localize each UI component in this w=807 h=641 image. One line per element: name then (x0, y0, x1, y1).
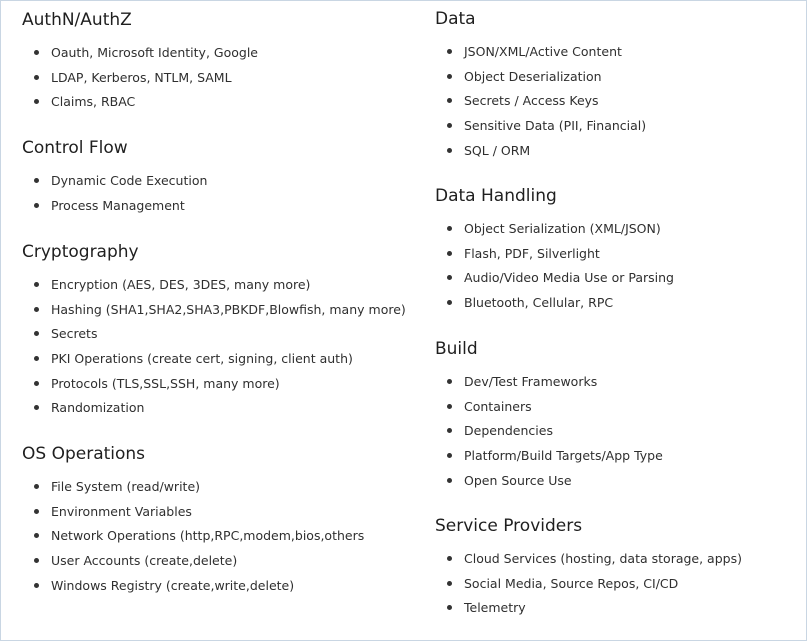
list-item-text: PKI Operations (create cert, signing, client auth) (51, 351, 353, 367)
list-item-text: Sensitive Data (PII, Financial) (464, 118, 647, 134)
list-item-text: Open Source Use (464, 472, 572, 488)
list-item (22, 197, 412, 222)
list-item-text: Bluetooth, Cellular, RPC (464, 295, 614, 311)
bullet-icon (34, 282, 39, 287)
section-list (22, 276, 412, 424)
list-item (22, 276, 412, 301)
list-item (22, 69, 412, 94)
list-item-text: Secrets (51, 326, 98, 342)
list-item-text: Flash, PDF, Silverlight (464, 245, 600, 261)
list-item-text: Windows Registry (create,write,delete) (51, 577, 295, 593)
bullet-icon (34, 75, 39, 80)
bullet-icon (447, 148, 452, 153)
section-heading: Data Handling (435, 186, 557, 206)
bullet-icon (447, 275, 452, 280)
list-item (22, 527, 412, 552)
list-item (22, 577, 412, 602)
list-item-text: Object Deserialization (464, 68, 602, 84)
list-item (435, 550, 795, 575)
list-item-text: Network Operations (http,RPC,modem,bios,others (51, 528, 365, 544)
section-data (435, 9, 795, 166)
list-item-text: Environment Variables (51, 503, 192, 519)
list-item (22, 172, 412, 197)
bullet-icon (447, 49, 452, 54)
list-item-text: SQL / ORM (464, 142, 531, 158)
list-item (22, 325, 412, 350)
section-build (435, 339, 795, 496)
list-item-text: Cloud Services (hosting, data storage, apps) (464, 551, 742, 566)
bullet-icon (447, 74, 452, 79)
list-item-text: File System (read/write) (51, 479, 201, 494)
section-os-operations (22, 444, 412, 601)
list-item (435, 142, 795, 167)
list-item-text: Dynamic Code Execution (51, 173, 208, 188)
bullet-icon (34, 484, 39, 489)
section-list (435, 550, 795, 624)
list-item-text: Claims, RBAC (51, 94, 136, 110)
bullet-icon (447, 379, 452, 384)
list-item (435, 294, 795, 319)
section-list (22, 44, 412, 118)
section-list (435, 373, 795, 496)
section-heading: Data (435, 9, 476, 29)
bullet-icon (447, 123, 452, 128)
list-item (22, 375, 412, 400)
list-item (435, 575, 795, 600)
list-item (22, 44, 412, 69)
bullet-icon (34, 509, 39, 514)
list-item (22, 478, 412, 503)
bullet-icon (34, 381, 39, 386)
bullet-icon (34, 583, 39, 588)
list-item-text: Social Media, Source Repos, CI/CD (464, 575, 679, 591)
bullet-icon (447, 300, 452, 305)
bullet-icon (447, 556, 452, 561)
list-item-text: Audio/Video Media Use or Parsing (464, 270, 674, 286)
section-heading: AuthN/AuthZ (22, 10, 132, 30)
section-list (22, 478, 412, 601)
list-item-text: Containers (464, 398, 532, 414)
list-item (435, 220, 795, 245)
list-item (435, 447, 795, 472)
section-list (435, 43, 795, 166)
list-item (22, 503, 412, 528)
list-item-text: Dev/Test Frameworks (464, 374, 598, 389)
list-item (435, 92, 795, 117)
bullet-icon (34, 356, 39, 361)
bullet-icon (34, 533, 39, 538)
list-item (435, 269, 795, 294)
list-item-text: Oauth, Microsoft Identity, Google (51, 45, 258, 60)
list-item-text: Process Management (51, 197, 185, 213)
bullet-icon (34, 99, 39, 104)
bullet-icon (447, 453, 452, 458)
list-item-text: User Accounts (create,delete) (51, 553, 238, 569)
bullet-icon (447, 98, 452, 103)
list-item-text: Hashing (SHA1,SHA2,SHA3,PBKDF,Blowfish, many more) (51, 301, 406, 317)
list-item (435, 117, 795, 142)
bullet-icon (447, 605, 452, 610)
list-item (22, 399, 412, 424)
section-heading: Service Providers (435, 516, 583, 536)
list-item-text: Platform/Build Targets/App Type (464, 448, 663, 464)
section-heading: Build (435, 339, 478, 359)
list-item-text: LDAP, Kerberos, NTLM, SAML (51, 69, 232, 85)
list-item (435, 422, 795, 447)
list-item (22, 301, 412, 326)
section-service-providers (435, 516, 795, 624)
list-item-text: Dependencies (464, 423, 553, 439)
list-item (22, 93, 412, 118)
list-item (22, 350, 412, 375)
section-list (435, 220, 795, 319)
list-item (435, 43, 795, 68)
section-data-handling (435, 186, 795, 319)
list-item (435, 373, 795, 398)
list-item-text: Object Serialization (XML/JSON) (464, 221, 661, 236)
list-item (435, 599, 795, 624)
bullet-icon (34, 203, 39, 208)
bullet-icon (447, 251, 452, 256)
section-authn-authz (22, 10, 412, 118)
list-item-text: Secrets / Access Keys (464, 93, 599, 109)
list-item-text: Protocols (TLS,SSL,SSH, many more) (51, 375, 280, 391)
bullet-icon (34, 405, 39, 410)
bullet-icon (447, 404, 452, 409)
bullet-icon (447, 226, 452, 231)
bullet-icon (447, 581, 452, 586)
bullet-icon (34, 50, 39, 55)
bullet-icon (34, 178, 39, 183)
section-control-flow (22, 138, 412, 221)
section-heading: Cryptography (22, 242, 139, 262)
list-item (435, 398, 795, 423)
section-list (22, 172, 412, 221)
bullet-icon (34, 307, 39, 312)
section-heading: OS Operations (22, 444, 146, 464)
bullet-icon (447, 428, 452, 433)
list-item (435, 245, 795, 270)
bullet-icon (34, 331, 39, 336)
list-item (435, 472, 795, 497)
list-item-text: Telemetry (464, 600, 526, 616)
list-item-text: Encryption (AES, DES, 3DES, many more) (51, 277, 311, 292)
section-heading: Control Flow (22, 138, 128, 158)
bullet-icon (34, 558, 39, 563)
bullet-icon (447, 478, 452, 483)
list-item-text: Randomization (51, 400, 145, 416)
list-item (435, 68, 795, 93)
section-cryptography (22, 242, 412, 424)
list-item-text: JSON/XML/Active Content (464, 44, 622, 59)
list-item (22, 552, 412, 577)
